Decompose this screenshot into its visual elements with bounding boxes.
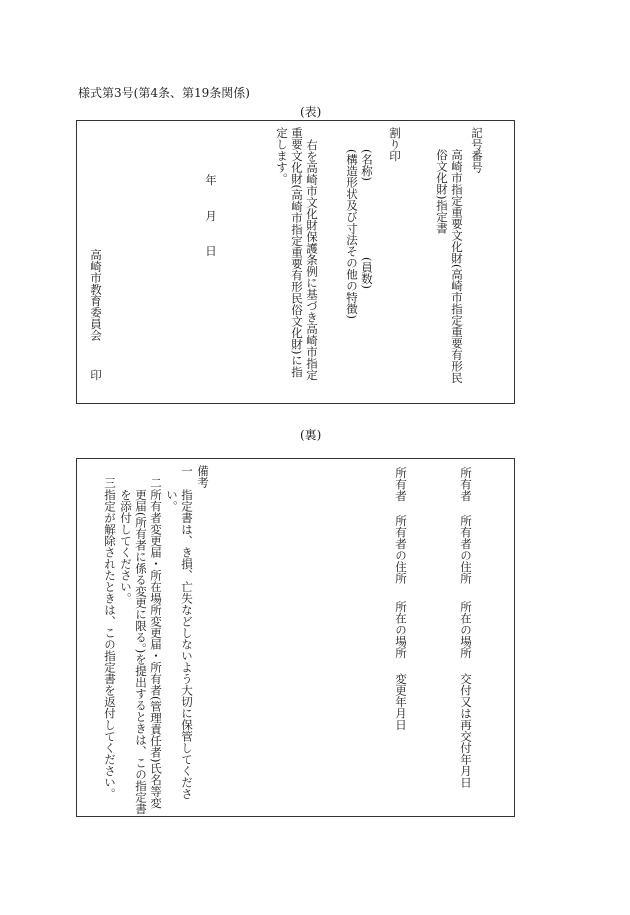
back-record-box bbox=[76, 458, 515, 817]
seal-split: 割り印 bbox=[388, 127, 402, 162]
record-row-1-issue-date: 交付又は再交付年月日 bbox=[459, 673, 473, 788]
notes-title: 備考 bbox=[196, 465, 210, 488]
note-2-text: 所有者変更届・所在場所変更届・所有者(管理責任者)氏名等変更届(所有者に係る変更に限る。)を提出するときは、この指定書を添付してください。 bbox=[119, 489, 163, 815]
record-row-1-owner: 所有者 bbox=[459, 467, 473, 502]
count-label: (員数) bbox=[360, 257, 374, 289]
structure-label: (構造形状及び寸法その他の特徴) bbox=[345, 149, 359, 319]
certificate-title-line-1: 高崎市指定重要文化財(高崎市指定重要有形民 bbox=[450, 149, 464, 384]
note-3-text: 指定が解除されたときは、この指定書を返付してください。 bbox=[103, 489, 117, 800]
name-label: (名称) bbox=[360, 149, 374, 181]
record-row-2-owner: 所有者 bbox=[394, 467, 408, 502]
date-month: 月 bbox=[204, 210, 218, 222]
form-label: 様式第3号(第4条、第19条関係) bbox=[78, 86, 250, 100]
record-row-2-owner-address: 所有者の住所 bbox=[394, 515, 408, 584]
statement-line-1: 右を高崎市文化財保護条例に基づき高崎市指定 bbox=[305, 139, 319, 381]
certificate-title-line-2: 俗文化財)指定書 bbox=[435, 149, 449, 234]
record-row-2-change-date: 変更年月日 bbox=[394, 673, 408, 731]
record-row-2-location: 所在の場所 bbox=[394, 601, 408, 659]
note-3-number: 三 bbox=[103, 477, 117, 489]
issuer: 高崎市教育委員会 bbox=[89, 249, 103, 341]
record-row-1-location: 所在の場所 bbox=[459, 601, 473, 659]
issuer-seal: 印 bbox=[89, 369, 103, 381]
note-2-number: 二 bbox=[149, 477, 163, 489]
front-side-label: (表) bbox=[300, 105, 322, 119]
statement-line-2: 重要文化財(高崎市指定重要有形民俗文化財)に指 bbox=[290, 127, 304, 378]
note-1-text: 指定書は、き損、亡失などしないよう大切に保管してください。 bbox=[165, 489, 194, 800]
date-year: 年 bbox=[204, 174, 218, 186]
record-row-1-owner-address: 所有者の住所 bbox=[459, 515, 473, 584]
statement-line-3: 定します。 bbox=[275, 127, 289, 185]
symbol-number: 記号番号 bbox=[470, 127, 484, 173]
note-1-number: 一 bbox=[180, 465, 194, 477]
back-side-label: (裏) bbox=[300, 428, 322, 442]
date-day: 日 bbox=[204, 245, 218, 257]
front-certificate-box bbox=[76, 120, 515, 404]
